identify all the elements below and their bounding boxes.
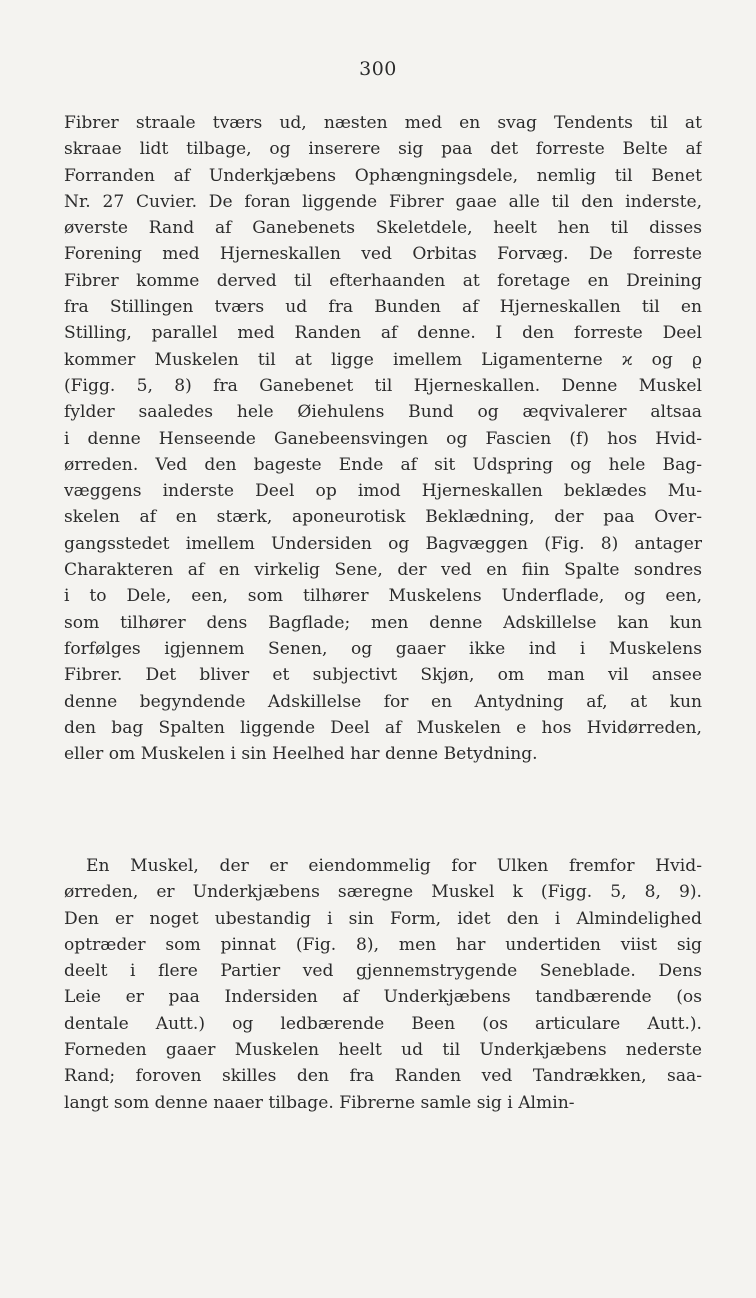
text-line: fra Stillingen tværs ud fra Bunden af Hjerneskallen til en <box>64 297 702 318</box>
text-line: optræder som pinnat (Fig. 8), men har undertiden viist sig <box>64 934 702 955</box>
text-line: Forneden gaaer Muskelen heelt ud til Underkjæbens nederste <box>64 1040 702 1061</box>
text-line: som tilhører dens Bagflade; men denne Adskillelse kan kun <box>64 612 702 633</box>
text-line: En Muskel, der er eiendommelig for Ulken fremfor Hvid- <box>86 856 702 876</box>
text-line: Fibrer. Det bliver et subjectivt Skjøn, om man vil ansee <box>64 665 702 686</box>
text-line: skraae lidt tilbage, og inserere sig paa det forreste Belte af <box>64 139 702 160</box>
text-line: i denne Henseende Ganebeensvingen og Fascien (f) hos Hvid- <box>64 428 702 449</box>
text-line: eller om Muskelen i sin Heelhed har denne Betydning. <box>64 744 538 765</box>
text-line: ørreden, er Underkjæbens særegne Muskel k (Figg. 5, 8, 9). <box>64 882 702 903</box>
text-line: (Figg. 5, 8) fra Ganebenet til Hjerneskallen. Denne Muskel <box>64 375 702 396</box>
text-line: dentale Autt.) og ledbærende Been (os articulare Autt.). <box>64 1013 702 1034</box>
text-line: Leie er paa Indersiden af Underkjæbens tandbærende (os <box>64 987 702 1008</box>
text-line: Charakteren af en virkelig Sene, der ved en fiin Spalte sondres <box>64 560 702 581</box>
text-line: Den er noget ubestandig i sin Form, idet den i Almindelighed <box>64 908 702 929</box>
paragraph-2 <box>64 853 702 1116</box>
text-line: deelt i flere Partier ved gjennemstrygende Seneblade. Dens <box>64 961 702 982</box>
text-line: kommer Muskelen til at ligge imellem Ligamenterne ϰ og ϱ <box>64 349 702 370</box>
text-line: Stilling, parallel med Randen af denne. I den forreste Deel <box>64 323 702 344</box>
text-line: gangsstedet imellem Undersiden og Bagvæggen (Fig. 8) antager <box>64 533 702 554</box>
text-line: Fibrer komme derved til efterhaanden at foretage en Dreining <box>64 270 702 291</box>
text-line: forfølges igjennem Senen, og gaaer ikke ind i Muskelens <box>64 638 702 659</box>
text-line: denne begyndende Adskillelse for en Antydning af, at kun <box>64 691 702 712</box>
text-line: i to Dele, een, som tilhører Muskelens Underflade, og een, <box>64 586 702 607</box>
text-line: Forening med Hjerneskallen ved Orbitas Forvæg. De forreste <box>64 244 702 265</box>
paragraph-1 <box>64 110 702 767</box>
page-number: 300 <box>359 58 397 80</box>
text-line: den bag Spalten liggende Deel af Muskelen e hos Hvidørreden, <box>64 717 702 738</box>
text-line: fylder saaledes hele Øiehulens Bund og æqvivalerer altsaa <box>64 402 702 423</box>
text-line: Fibrer straale tværs ud, næsten med en svag Tendents til at <box>64 113 702 133</box>
text-line: øverste Rand af Ganebenets Skeletdele, heelt hen til disses <box>64 218 702 239</box>
text-line: Forranden af Underkjæbens Ophængningsdele, nemlig til Benet <box>64 165 702 186</box>
text-line: langt som denne naaer tilbage. Fibrerne samle sig i Almin- <box>64 1092 575 1113</box>
text-line: ørreden. Ved den bageste Ende af sit Udspring og hele Bag- <box>64 454 702 475</box>
text-line: Nr. 27 Cuvier. De foran liggende Fibrer gaae alle til den inderste, <box>64 191 702 212</box>
text-line: skelen af en stærk, aponeurotisk Beklædning, der paa Over- <box>64 507 702 528</box>
text-line: væggens inderste Deel op imod Hjerneskallen beklædes Mu- <box>64 481 702 502</box>
text-line: Rand; foroven skilles den fra Randen ved Tandrækken, saa- <box>64 1066 702 1087</box>
